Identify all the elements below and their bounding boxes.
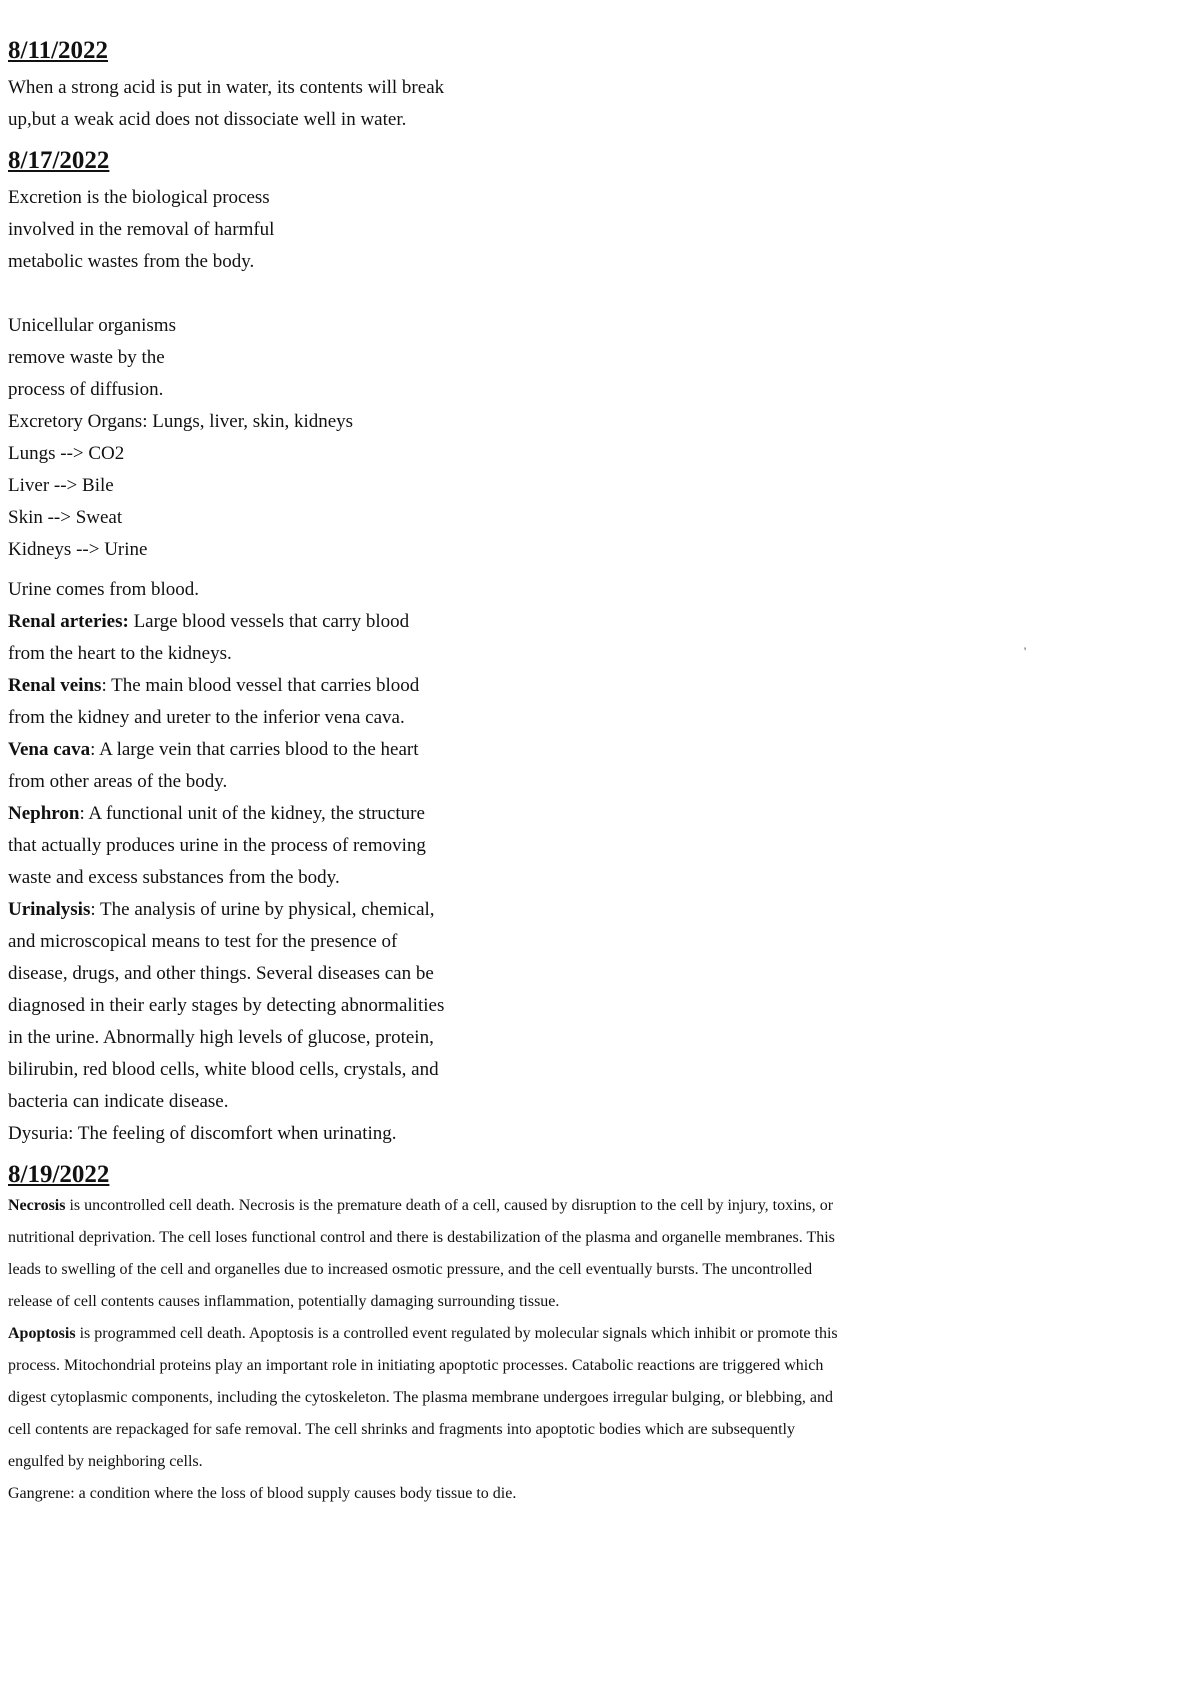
definition-renal-veins [8,670,448,734]
definition-text: is programmed cell death. Apoptosis is a controlled event regulated by molecular signals which inhibit or promote this process. Mitochondrial proteins play an important role in initiating apoptotic processes. Catabolic reactions are triggered which digest cytoplasmic components, including the cytoskeleton. The plasma membrane undergoes irregular bulging, or blebbing, and cell contents are repackaged for safe removal. The cell shrinks and fragments into apoptotic bodies which are subsequently engulfed by neighboring cells. [8,1325,838,1470]
urine-note: Urine comes from blood. [8,579,200,600]
section-8-19 [8,1160,1188,1510]
definition-vena-cava [8,734,448,798]
dysuria-note: Dysuria: The feeling of discomfort when urinating. [8,1123,397,1144]
definition-urinalysis [8,894,448,1118]
term: Necrosis [8,1197,66,1214]
definition-text: : A functional unit of the kidney, the structure that actually produces urine in the process of removing waste and excess substances from the body. [8,803,426,888]
date-heading: 8/19/2022 [8,1161,110,1188]
section-8-11 [8,36,1188,136]
definition-nephron [8,798,448,894]
notes-document [8,36,1188,1520]
stray-mark: ' [1024,644,1027,658]
organ-line: Lungs --> CO2 [8,443,125,464]
definition-renal-arteries [8,606,448,670]
date-heading: 8/11/2022 [8,37,109,64]
definition-text: : A large vein that carries blood to the heart from other areas of the body. [8,739,419,792]
term: Nephron [8,803,80,824]
blank-line [8,278,1188,310]
acid-note: When a strong acid is put in water, its contents will break up,but a weak acid does not dissociate well in water. [8,77,445,130]
organ-line: Kidneys --> Urine [8,539,148,560]
unicellular-note: Unicellular organisms remove waste by the process of diffusion. [8,315,176,400]
date-heading: 8/17/2022 [8,147,110,174]
term: Urinalysis [8,899,91,920]
term: Vena cava [8,739,91,760]
definition-text: is uncontrolled cell death. Necrosis is the premature death of a cell, caused by disruption to the cell by injury, toxins, or nutritional deprivation. The cell loses functional control and there is destabilization of the plasma and organelle membranes. This leads to swelling of the cell and organelles due to increased osmotic pressure, and the cell eventually bursts. The uncontrolled release of cell contents causes inflammation, potentially damaging surrounding tissue. [8,1197,835,1310]
definition-text: Large blood vessels that carry blood from the heart to the kidneys. [8,611,410,664]
definition-text: : The analysis of urine by physical, chemical, and microscopical means to test for the presence of disease, drugs, and other things. Several diseases can be diagnosed in their early stages by detecting abnormalities in the urine. Abnormally high levels of glucose, protein, bilirubin, red blood cells, white blood cells, crystals, and bacteria can indicate disease. [8,899,445,1112]
gangrene-note: Gangrene: a condition where the loss of blood supply causes body tissue to die. [8,1485,517,1502]
excretion-note: Excretion is the biological process involved in the removal of harmful metabolic wastes from the body. [8,187,275,272]
apoptosis-paragraph [8,1318,848,1478]
necrosis-paragraph [8,1190,848,1318]
term: Renal veins [8,675,102,696]
excretory-organs-line: Excretory Organs: Lungs, liver, skin, kidneys [8,411,354,432]
term: Renal arteries: [8,611,129,632]
organ-line: Skin --> Sweat [8,507,123,528]
organ-line: Liver --> Bile [8,475,114,496]
term: Apoptosis [8,1325,76,1342]
section-8-17 [8,146,1188,1150]
definition-text: : The main blood vessel that carries blood from the kidney and ureter to the inferior vena cava. [8,675,420,728]
